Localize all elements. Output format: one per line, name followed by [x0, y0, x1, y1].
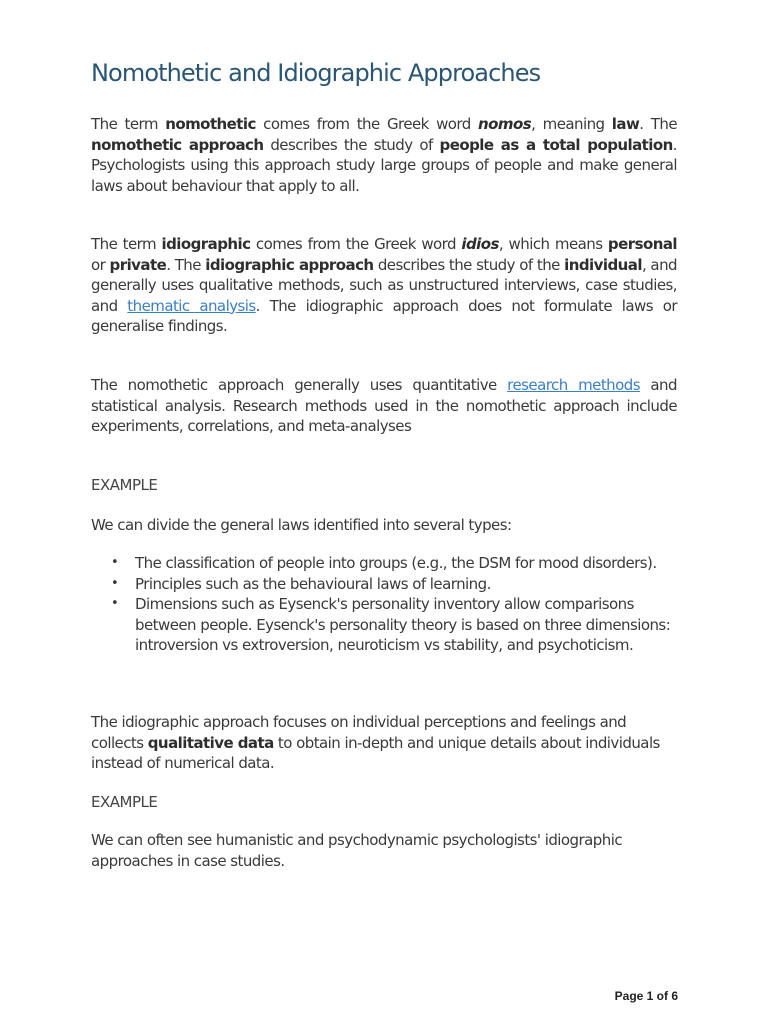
example-label-2: EXAMPLE	[91, 793, 158, 811]
paragraph-idiographic-focus: The idiographic approach focuses on individual perceptions and feelings and collects qualitative data to obtain in-depth and unique details about individuals instead of numerical data.	[91, 713, 660, 772]
bullet-icon: •	[111, 555, 119, 570]
list-item: • Principles such as the behavioural laws of learning.	[111, 574, 491, 593]
term-idiographic-approach: idiographic approach	[205, 255, 374, 274]
paragraph-idiographic-definition: The term idiographic comes from the Greek word idios, which means personal or private. The idiographic approach describes the study of the individual, and generally uses qualitative methods, such as unstructured interviews, case studies, and thematic analysis. The idiographic approach does not formulate laws or generalise findings.	[91, 235, 678, 335]
thematic-analysis-link[interactable]: thematic analysis	[127, 296, 256, 315]
list-item: • Dimensions such as Eysenck's personality inventory allow comparisons between people. Eysenck's personality theory is based on three dimensions: introversion vs extroversion, neuroticism vs stability, and psychoticism.	[111, 595, 671, 654]
term-people-as-total-population: people as a total population	[439, 135, 673, 154]
term-qualitative-data: qualitative data	[147, 733, 274, 752]
list-item: • The classification of people into groups (e.g., the DSM for mood disorders).	[111, 554, 657, 572]
term-nomothetic-approach: nomothetic approach	[91, 135, 264, 154]
term-personal: personal	[607, 235, 677, 253]
general-laws-list	[91, 553, 695, 656]
page-title: Nomothetic and Idiographic Approaches	[91, 59, 541, 87]
bullet-icon: •	[111, 596, 119, 611]
term-law: law	[611, 115, 640, 133]
paragraph-nomothetic-definition: The term nomothetic comes from the Greek word nomos, meaning law. The nomothetic approach describes the study of people as a total population. Psychologists using this approach study large groups of people and make general laws about behaviour that apply to all.	[91, 115, 678, 195]
paragraph-general-laws-intro: We can divide the general laws identified into several types:	[91, 516, 512, 534]
research-methods-link[interactable]: research methods	[507, 376, 640, 394]
term-nomothetic: nomothetic	[165, 115, 256, 133]
term-idios: idios	[461, 235, 499, 253]
term-individual: individual	[564, 255, 642, 274]
example-label-1: EXAMPLE	[91, 476, 158, 494]
term-idiographic: idiographic	[161, 235, 251, 253]
bullet-icon: •	[111, 575, 119, 591]
paragraph-nomothetic-methods: The nomothetic approach generally uses quantitative research methods and statistical analysis. Research methods used in the nomothetic approach include experiments, correlations, and meta-analyses	[91, 376, 677, 435]
paragraph-case-studies: We can often see humanistic and psychodynamic psychologists' idiographic approaches in case studies.	[91, 831, 623, 870]
term-nomos: nomos	[478, 115, 532, 133]
term-private: private	[109, 255, 167, 274]
page-number: Page 1 of 6	[614, 989, 678, 1003]
